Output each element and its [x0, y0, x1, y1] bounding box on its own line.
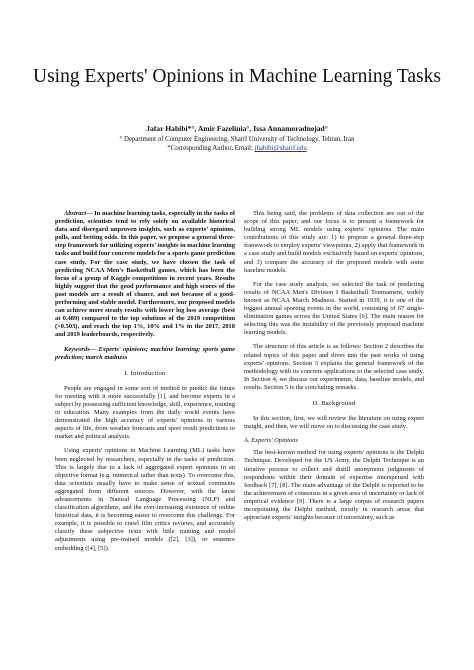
paragraph: The best-known method for using experts' opinions is the Delphi Technique. Developed for the US Army, the Delphi Technique is an iterative process to collect and distill anonymous judgments of respondents within their domain of expertise interspersed with feedback [7], [8]. The main advantage of the Delphi is reported to be the achievement of consensus in a given area of uncertainty or lack of empirical evidence [9]. There is a large corpus of research papers incorporating the Delphi method, mostly in research areas that appreciate experts' insights because of uncertainty, such as	[244, 449, 424, 522]
author-list: Jafar Habibi*°, Amir Fazelinia°, Issa Annamoradnejad°	[146, 124, 328, 133]
paragraph: This being said, the problems of data collection are out of the scope of this paper, and our focus is to present a framework for building strong ML models using experts' opinions. The main contributions of this study are: 1) to propose a general three-step framework to employ experts' viewpoints, 2) apply that framework in a case study and build models exclusively based on experts' opinions, and 3) compare the accuracy of the proposed models with some baseline models.	[244, 210, 424, 274]
paragraph: Using experts' opinions in Machine Learning (ML) tasks have been neglected by researchers, especially in the tasks of prediction. This is largely due to a lack of aggregated expert opinions in an objective format (e.g. numerical rather than texts). To overcome this, data scientists usually have to make sense of textual comments aggregated from different sources. However, with the latest advancements in Natural Language Processing (NLP) and classification algorithms, and the ever-increasing existence of online historical data, it is becoming easier to overcome this challenge. For example, it is possible to crawl film critics reviews, and accurately classify these subjective texts with little training and model adjustments using pre-trained models ([2], [3]), or sentence embedding ([4], [5]).	[55, 447, 235, 552]
subsection-heading: A. Experts' Opinions	[244, 437, 298, 445]
abstract-label: Abstract—	[64, 210, 93, 217]
keywords	[55, 346, 235, 362]
keywords-text: Experts' opinions; machine learning; sports game prediction; march madness	[55, 345, 235, 361]
paragraph: The structure of this article is as follows: Section 2 describes the related topics of this paper and dives into the past works of using experts' opinions. Section 3 explains the general framework of the methodology with its concrete applications to the selected case study. In Section 4, we discuss our experiments, data, baseline models, and results. Section 5 is the concluding remarks.	[244, 343, 424, 391]
section-heading-introduction: I. Introduction	[124, 369, 166, 377]
abstract	[55, 210, 235, 340]
right-column	[244, 210, 424, 528]
paper-title: Using Experts' Opinions in Machine Learning Tasks	[33, 66, 441, 87]
keywords-label: Keywords—	[64, 345, 97, 353]
paragraph: People are engaged in some sort of method to predict the future for meeting with it more successfully [1], and become experts in a subject by possessing sufficient knowledge, skill, experience, training or education. Many examples from the daily world events have demonstrated the high accuracy of experts' opinions in various aspects of life, from weather forecasts and sport result predictions to market and political analysis.	[55, 384, 235, 441]
left-column	[55, 210, 235, 559]
abstract-text: In machine learning tasks, especially in the tasks of prediction, scientists tend to rely solely on available historical data and disregard unproven insights, such as experts’ opinions, polls, and betting odds. In this paper, we propose a general three-step framework for utilizing experts’ insights in machine learning tasks and build four concrete models for a sports game prediction case study. For the case study, we have chosen the task of predicting NCAA Men's Basketball games, which has been the focus of a group of Kaggle competitions in recent years. Results highly suggest that the good performance and high scores of the past models are a result of chance, and not because of a good-performing and stable model. Furthermore, our proposed models can achieve more steady results with lower log loss average (best at 0.489) compared to the top solutions of the 2019 competition (>0.503), and reach the top 1%, 10% and 1% in the 2017, 2018 and 2019 leaderboards, respectively.	[55, 210, 235, 339]
paragraph: In this section, first, we will review the literature on using expert insight, and then, we will move on to discussing the case study.	[244, 415, 424, 431]
paragraph: For the case study analysis, we selected the task of predicting results of NCAA Men's Division I Basketball Tournament, widely known as NCAA March Madness. Started in 1939, it is one of the biggest annual sporting events in the world, consisting of 67 single-elimination games across the United States [6]. The main reason for selecting this was the instability of the previously proposed machine learning models.	[244, 280, 424, 337]
email-link[interactable]: jhabibi@sharif.edu	[254, 145, 307, 152]
corresponding-author	[0, 145, 474, 152]
section-heading-background: II. Background	[312, 399, 356, 407]
affiliation: ° Department of Computer Engineering, Sharif University of Technology, Tehran, Iran	[119, 136, 355, 143]
corresponding-label: *Corresponding Author, Email:	[167, 145, 255, 152]
